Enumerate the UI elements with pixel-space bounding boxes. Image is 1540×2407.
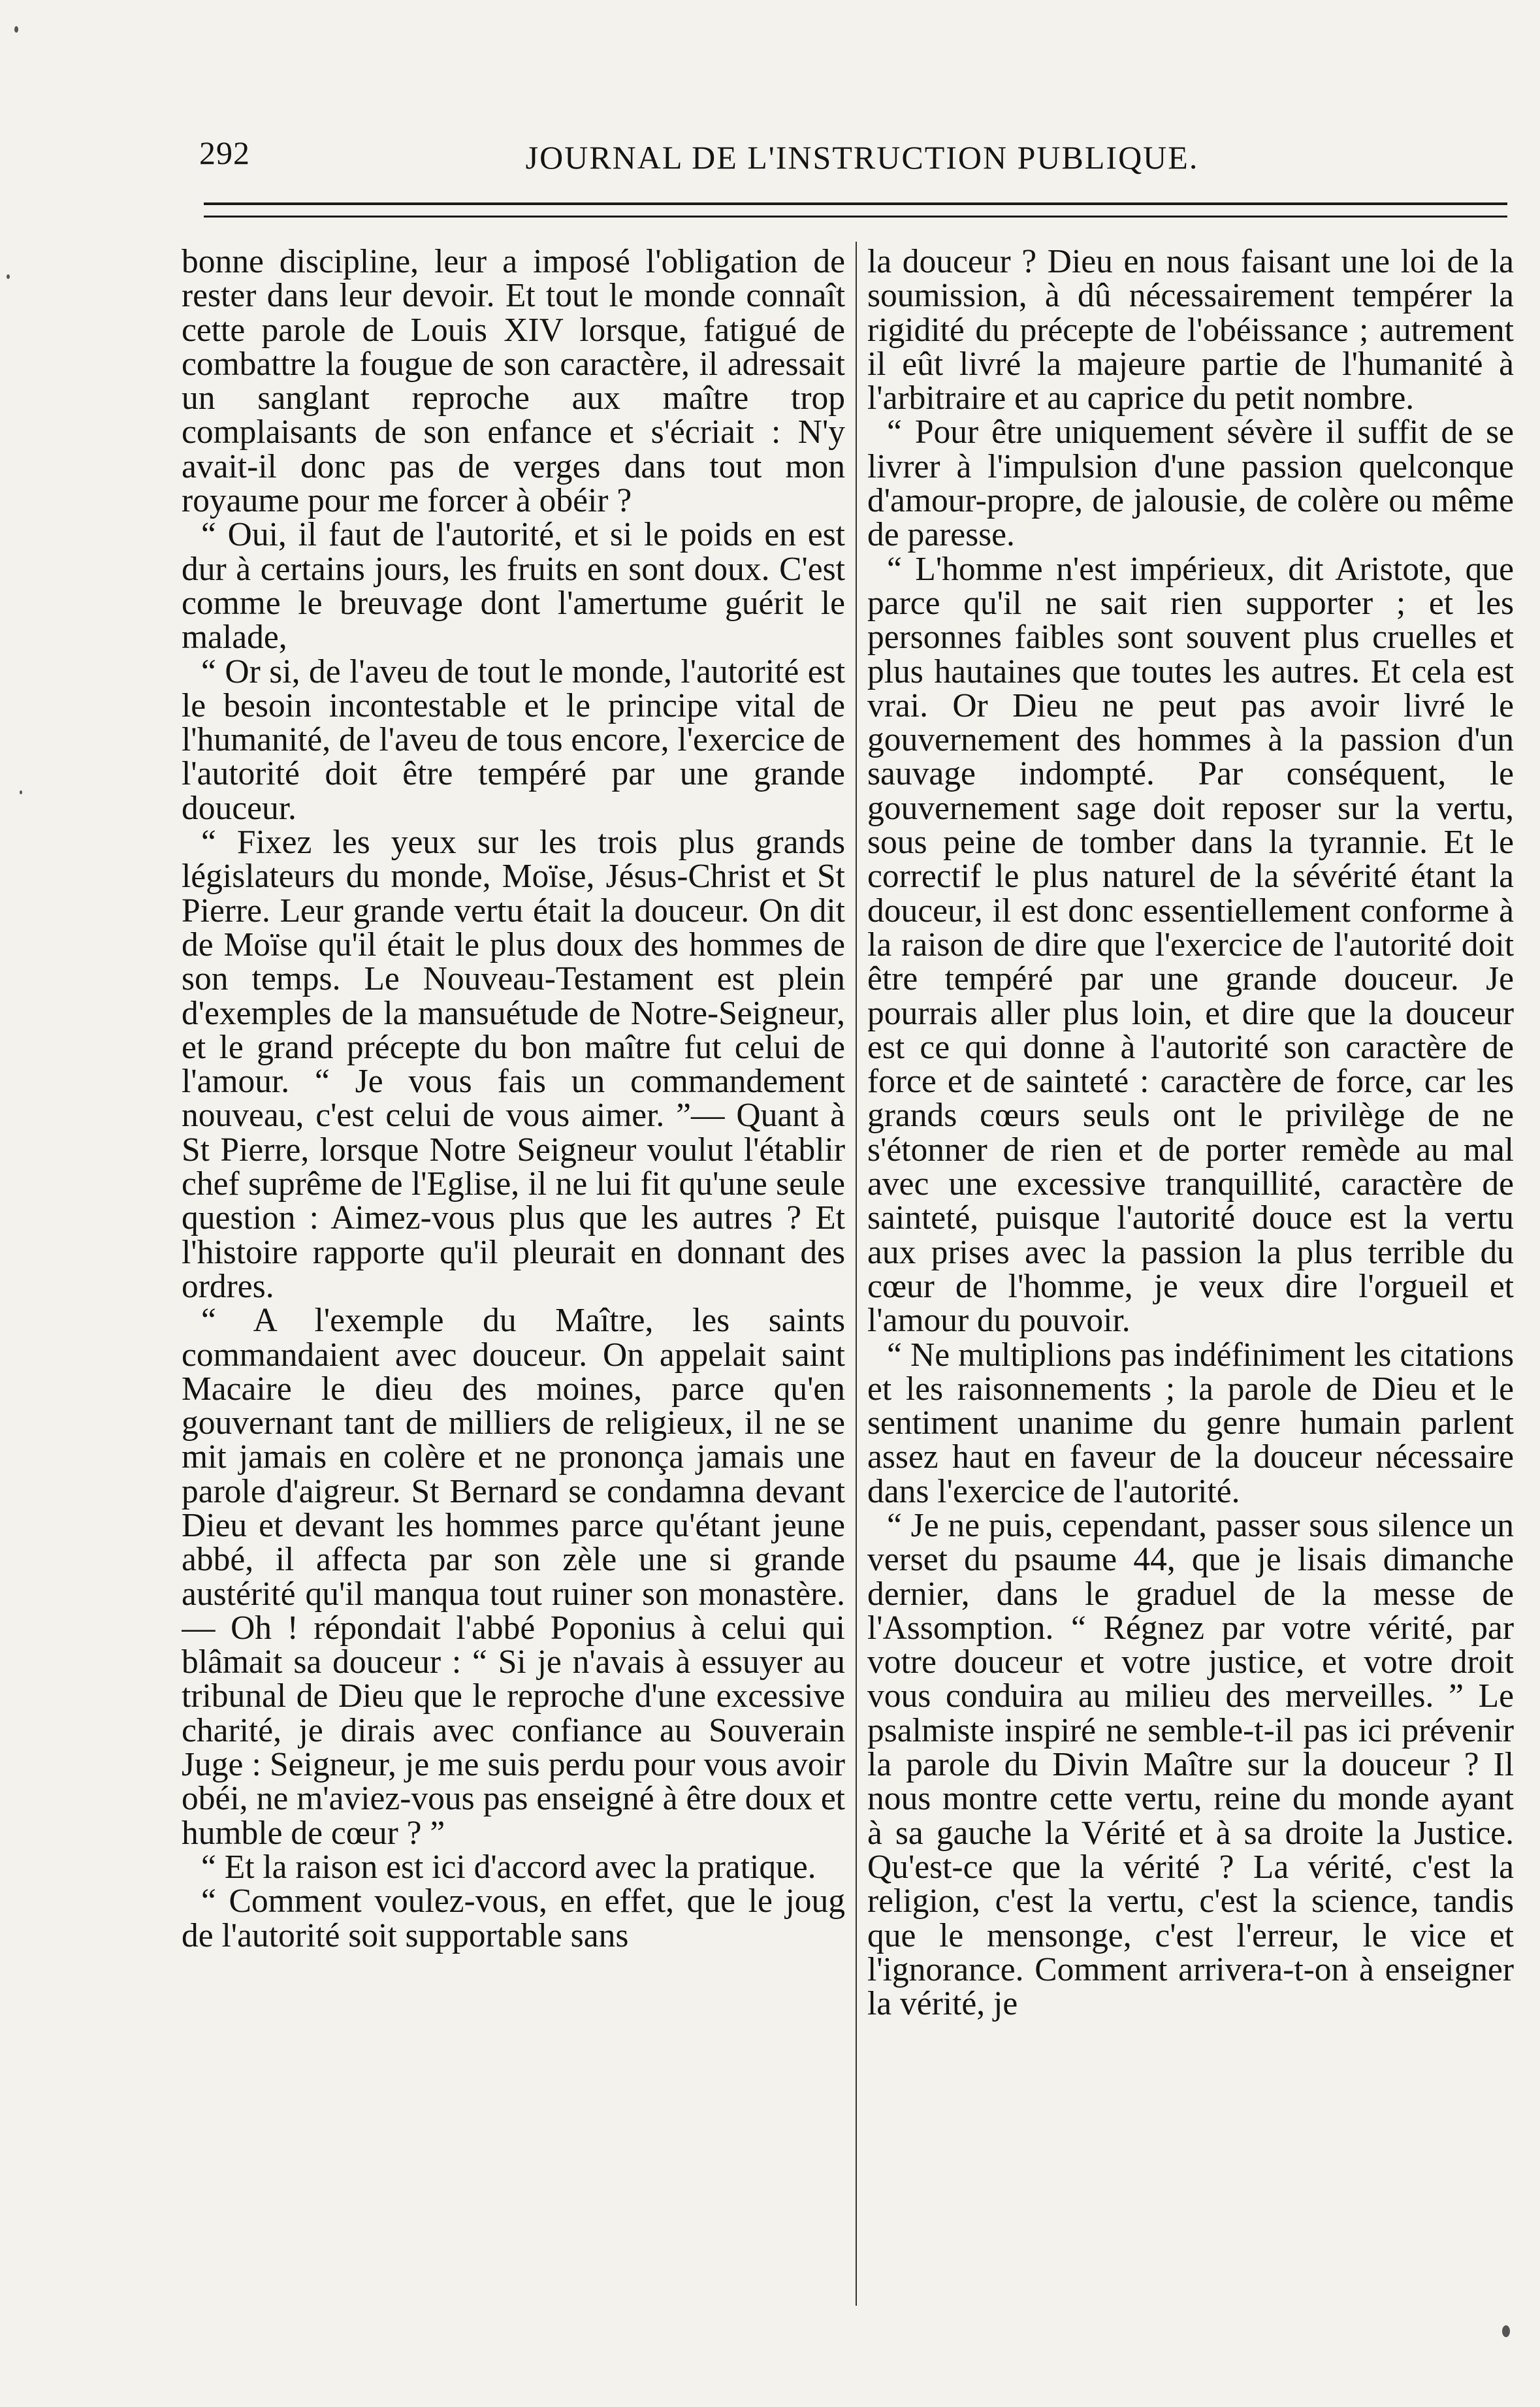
paragraph: “ L'homme n'est impérieux, dit Aristote, que parce qu'il ne sait rien supporter ; et les personnes faibles sont souvent plus cruelles et plus hautaines que toutes les autres. Et cela est vrai. Or Dieu ne peut pas avoir livré le gouvernement des hommes à la passion d'un sauvage indompté. Par conséquent, le gouvernement sage doit reposer sur la vertu, sous peine de tomber dans la tyrannie. Et le correctif le plus naturel de la sévérité étant la douceur, il est donc essentiellement conforme à la raison de dire que l'exercice de l'autorité doit être tempéré par une grande douceur. Je pourrais aller plus loin, et dire que la douceur est ce qui donne à l'autorité son caractère de force et de sainteté : caractère de force, car les grands cœurs seuls ont le privilège de ne s'étonner de rien et de porter remède au mal avec une excessive tranquillité, caractère de sainteté, puisque l'autorité douce est la vertu aux prises avec la passion la plus terrible du cœur de l'homme, je veux dire l'orgueil et l'amour du pouvoir. [867, 550, 1514, 1340]
page-number: 292 [199, 135, 250, 171]
paragraph: “ Comment voulez-vous, en effet, que le joug de l'autorité soit supportable sans [182, 1882, 845, 1954]
scan-speck [1502, 2325, 1510, 2337]
header-rule-thick [204, 202, 1507, 205]
right-column [867, 245, 1514, 2335]
paragraph: “ A l'exemple du Maître, les saints commandaient avec douceur. On appelait saint Macaire le dieu des moines, parce qu'en gouvernant tant de milliers de religieux, il ne se mit jamais en colère et ne prononça jamais une parole d'aigreur. St Bernard se condamna devant Dieu et devant les hommes parce qu'étant jeune abbé, il affecta par son zèle une si grande austérité qu'il manqua tout ruiner son monastère. — Oh ! répondait l'abbé Poponius à celui qui blâmait sa douceur : “ Si je n'avais à essuyer au tribunal de Dieu que le reproche d'une excessive charité, je dirais avec confiance au Souverain Juge : Seigneur, je me suis perdu pour vous avoir obéi, ne m'aviez-vous pas enseigné à être doux et humble de cœur ? ” [182, 1302, 845, 1852]
scan-speck [14, 26, 18, 33]
paragraph: “ Ne multiplions pas indéfiniment les citations et les raisonnements ; la parole de Dieu et le sentiment unanime du genre humain parlent assez haut en faveur de la douceur nécessaire dans l'exercice de l'autorité. [867, 1336, 1514, 1510]
paragraph: “ Oui, il faut de l'autorité, et si le poids en est dur à certains jours, les fruits en sont doux. C'est comme le breuvage dont l'amertume guérit le malade, [182, 516, 845, 656]
paragraph: “ Je ne puis, cependant, passer sous silence un verset du psaume 44, que je lisais dimanche dernier, dans le graduel de la messe de l'Assomption. “ Régnez par votre vérité, par votre douceur et votre justice, et votre droit vous conduira au milieu des merveilles. ” Le psalmiste inspiré ne semble-t-il pas ici prévenir la parole du Divin Maître sur la douceur ? Il nous montre cette vertu, reine du monde ayant à sa gauche la Vérité et à sa droite la Justice. Qu'est-ce que la vérité ? La vérité, c'est la religion, c'est la vertu, c'est la science, tandis que le mensonge, c'est l'erreur, le vice et l'ignorance. Comment arrivera-t-on à enseigner la vérité, je [867, 1506, 1514, 2023]
paragraph: “ Fixez les yeux sur les trois plus grands législateurs du monde, Moïse, Jésus-Christ et St Pierre. Leur grande vertu était la douceur. On dit de Moïse qu'il était le plus doux des hommes de son temps. Le Nouveau-Testament est plein d'exemples de la mansuétude de Notre-Seigneur, et le grand précepte du bon maître fut celui de l'amour. “ Je vous fais un commandement nouveau, c'est celui de vous aimer. ”— Quant à St Pierre, lorsque Notre Seigneur voulut l'établir chef suprême de l'Eglise, il ne lui fit qu'une seule question : Aimez-vous plus que les autres ? Et l'histoire rapporte qu'il pleurait en donnant des ordres. [182, 824, 845, 1305]
paragraph: bonne discipline, leur a imposé l'obligation de rester dans leur devoir. Et tout le monde connaît cette parole de Louis XIV lorsque, fatigué de combattre la fougue de son caractère, il adressait un sanglant reproche aux maître trop complaisants de son enfance et s'écriait : N'y avait-il donc pas de verges dans tout mon royaume pour me forcer à obéir ? [182, 245, 845, 520]
running-title: JOURNAL DE L'INSTRUCTION PUBLIQUE. [525, 139, 1199, 176]
scan-speck [20, 790, 22, 794]
paragraph: la douceur ? Dieu en nous faisant une loi de la soumission, à dû nécessairement tempérer la rigidité du précepte de l'obéissance ; autrement il eût livré la majeure partie de l'humanité à l'arbitraire et au caprice du petit nombre. [867, 245, 1514, 417]
scan-speck [7, 274, 10, 279]
column-divider [856, 242, 857, 2306]
left-column [182, 245, 845, 2335]
paragraph: “ Or si, de l'aveu de tout le monde, l'autorité est le besoin incontestable et le principe vital de l'humanité, de l'aveu de tous encore, l'exercice de l'autorité doit être tempéré par une grande douceur. [182, 653, 845, 827]
paragraph: “ Pour être uniquement sévère il suffit de se livrer à l'impulsion d'une passion quelconque d'amour-propre, de jalousie, de colère ou même de paresse. [867, 413, 1514, 554]
paragraph: “ Et la raison est ici d'accord avec la pratique. [201, 1848, 816, 1886]
header-rule-thin [204, 216, 1507, 218]
